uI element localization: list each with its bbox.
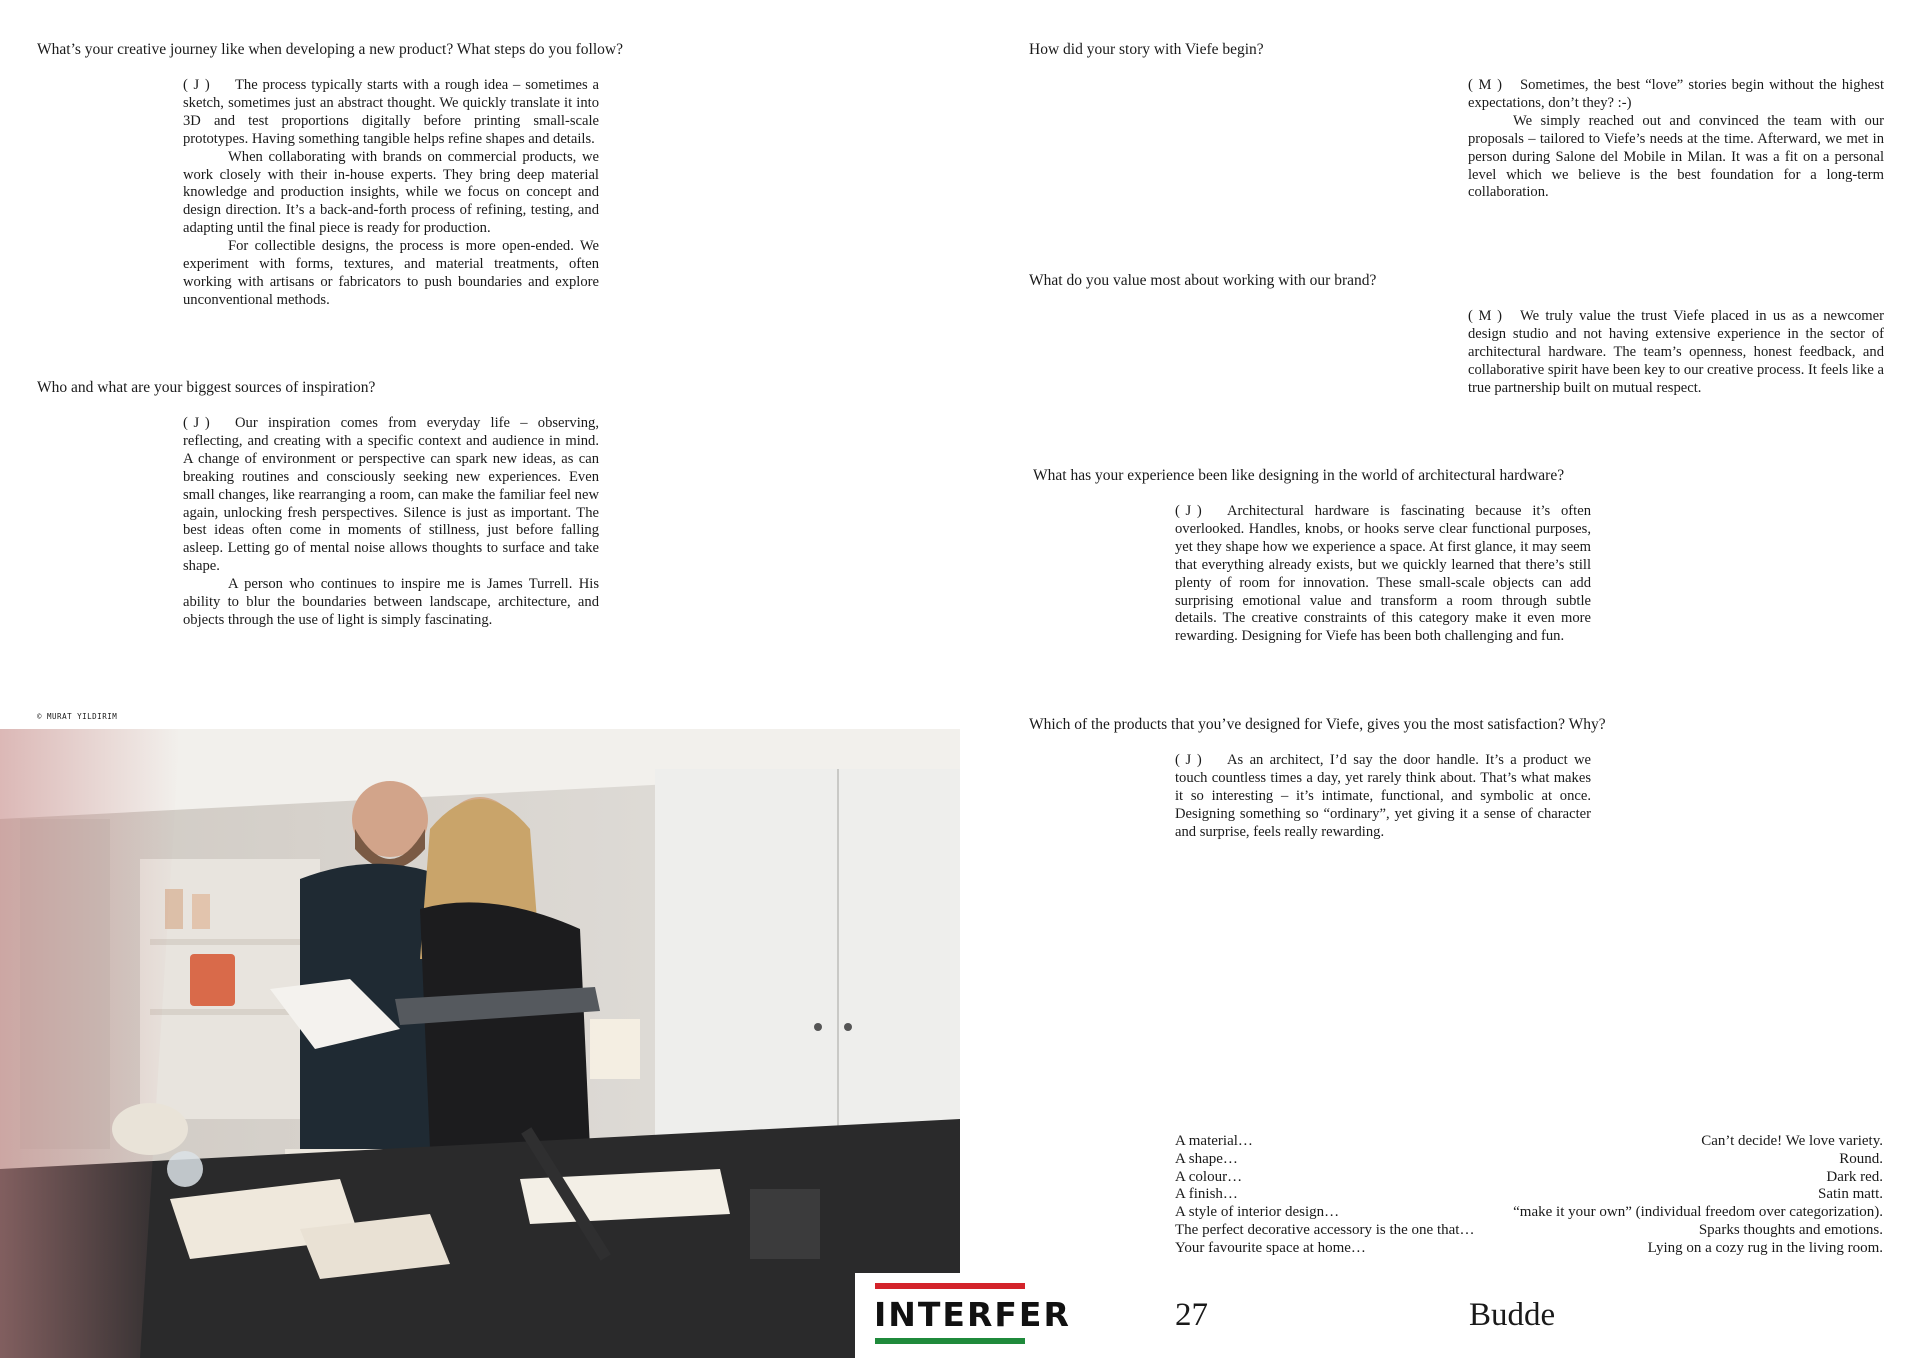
answer-story-begin [1468, 77, 1884, 202]
studio-photo [0, 729, 960, 1358]
favourite-prompt: A colour… [1175, 1168, 1243, 1185]
answer-value-brand [1468, 308, 1884, 398]
answer-most-satisfaction [1175, 752, 1591, 842]
photo-credit: © MURAT YILDIRIM [37, 712, 118, 721]
question-inspiration: Who and what are your biggest sources of inspiration? [37, 379, 376, 396]
speaker-label: ( J ) [1175, 503, 1203, 519]
favourite-answer: Round. [1839, 1150, 1883, 1167]
speaker-label: ( J ) [183, 77, 211, 93]
studio-photo-illustration [0, 729, 960, 1358]
question-most-satisfaction: Which of the products that you’ve designed for Viefe, gives you the most satisfaction? Why? [1029, 716, 1606, 733]
favourite-prompt: A material… [1175, 1133, 1253, 1149]
interfer-logo [855, 1273, 1071, 1358]
answer-paragraph: We simply reached out and convinced the team with our proposals – tailored to Viefe’s needs at the time. Afterward, we met in person during Salone del Mobile in Milan. It was a fit on a personal level which we believe is the best foundation for a long-term collaboration. [1468, 112, 1884, 201]
page-number: 27 [1175, 1297, 1208, 1333]
favourite-answer: Dark red. [1826, 1168, 1883, 1185]
question-value-brand: What do you value most about working with our brand? [1029, 272, 1377, 289]
favourites-prompts [1175, 1133, 1474, 1258]
logo-red-stripe [875, 1283, 1025, 1289]
favourite-answer: Can’t decide! We love variety. [1701, 1133, 1883, 1149]
favourite-prompt: A shape… [1175, 1150, 1238, 1167]
logo-text: INTERFER [874, 1295, 1071, 1334]
favourite-prompt: Your favourite space at home… [1175, 1239, 1366, 1256]
answer-architectural-hardware [1175, 503, 1591, 646]
favourite-prompt: The perfect decorative accessory is the one that… [1175, 1221, 1475, 1238]
studio-name: Budde [1469, 1297, 1556, 1333]
favourite-answer: Lying on a cozy rug in the living room. [1647, 1239, 1883, 1256]
answer-paragraph: As an architect, I’d say the door handle. It’s a product we touch countless times a day, yet rarely think about. That’s what makes it so interesting – it’s intimate, functional, and symbolic at once. Designing something so “ordinary”, yet giving it a sense of character and surprise, feels really rewarding. [1175, 752, 1591, 840]
question-story-begin: How did your story with Viefe begin? [1029, 41, 1264, 58]
answer-paragraph: Sometimes, the best “love” stories begin without the highest expectations, don’t they? :-) [1468, 77, 1884, 111]
question-architectural-hardware: What has your experience been like designing in the world of architectural hardware? [1033, 467, 1565, 484]
speaker-label: ( M ) [1468, 308, 1503, 324]
speaker-label: ( J ) [183, 415, 211, 431]
favourite-answer: Satin matt. [1818, 1186, 1883, 1203]
answer-paragraph: Our inspiration comes from everyday life – observing, reflecting, and creating with a specific context and audience in mind. A change of environment or perspective can spark new ideas, as can breaking routines and consciously seeking new experiences. Even small changes, like rearranging a room, can make the familiar feel new again, unlocking fresh perspectives. Silence is just as important. The best ideas often come in moments of stillness, just before falling asleep. Letting go of mental noise allows thoughts to surface and take shape. [183, 415, 599, 575]
answer-paragraph: Architectural hardware is fascinating because it’s often overlooked. Handles, knobs, or hooks serve clear functional purposes, yet they shape how we experience a space. At first glance, it may seem that everything already exists, but we quickly learned that there’s still plenty of room for innovation. These small-scale objects can add surprising emotional value and transform a room through subtle details. The creative constraints of this category make it even more rewarding. Designing for Viefe has been both challenging and fun. [1175, 503, 1591, 645]
answer-creative-journey [183, 77, 599, 310]
logo-green-stripe [875, 1338, 1025, 1344]
answer-inspiration [183, 415, 599, 630]
favourite-answer: Sparks thoughts and emotions. [1698, 1221, 1883, 1238]
favourite-prompt: A finish… [1175, 1186, 1238, 1203]
question-creative-journey: What’s your creative journey like when developing a new product? What steps do you follow? [37, 41, 623, 58]
answer-paragraph: A person who continues to inspire me is James Turrell. His ability to blur the boundaries between landscape, architecture, and objects through the use of light is simply fascinating. [183, 576, 599, 628]
answer-paragraph: When collaborating with brands on commercial products, we work closely with their in-house experts. They bring deep material knowledge and production insights, while we focus on concept and design direction. It’s a back-and-forth process of refining, testing, and adapting until the final piece is ready for production. [183, 148, 599, 237]
favourites-answers [1513, 1133, 1883, 1258]
favourite-answer: “make it your own” (individual freedom over categorization). [1513, 1204, 1883, 1221]
speaker-label: ( M ) [1468, 77, 1503, 93]
favourite-prompt: A style of interior design… [1175, 1204, 1340, 1221]
answer-paragraph: We truly value the trust Viefe placed in us as a newcomer design studio and not having extensive experience in the sector of architectural hardware. The team’s openness, honest feedback, and collaborative spirit have been key to our creative process. It feels like a true partnership built on mutual respect. [1468, 308, 1884, 396]
speaker-label: ( J ) [1175, 752, 1203, 768]
answer-paragraph: The process typically starts with a rough idea – sometimes a sketch, sometimes just an abstract thought. We quickly translate it into 3D and test proportions digitally before printing small-scale prototypes. Having something tangible helps refine shapes and details. [183, 77, 599, 147]
answer-paragraph: For collectible designs, the process is more open-ended. We experiment with forms, textures, and material treatments, often working with artisans or fabricators to push boundaries and explore unconventional methods. [183, 238, 599, 308]
